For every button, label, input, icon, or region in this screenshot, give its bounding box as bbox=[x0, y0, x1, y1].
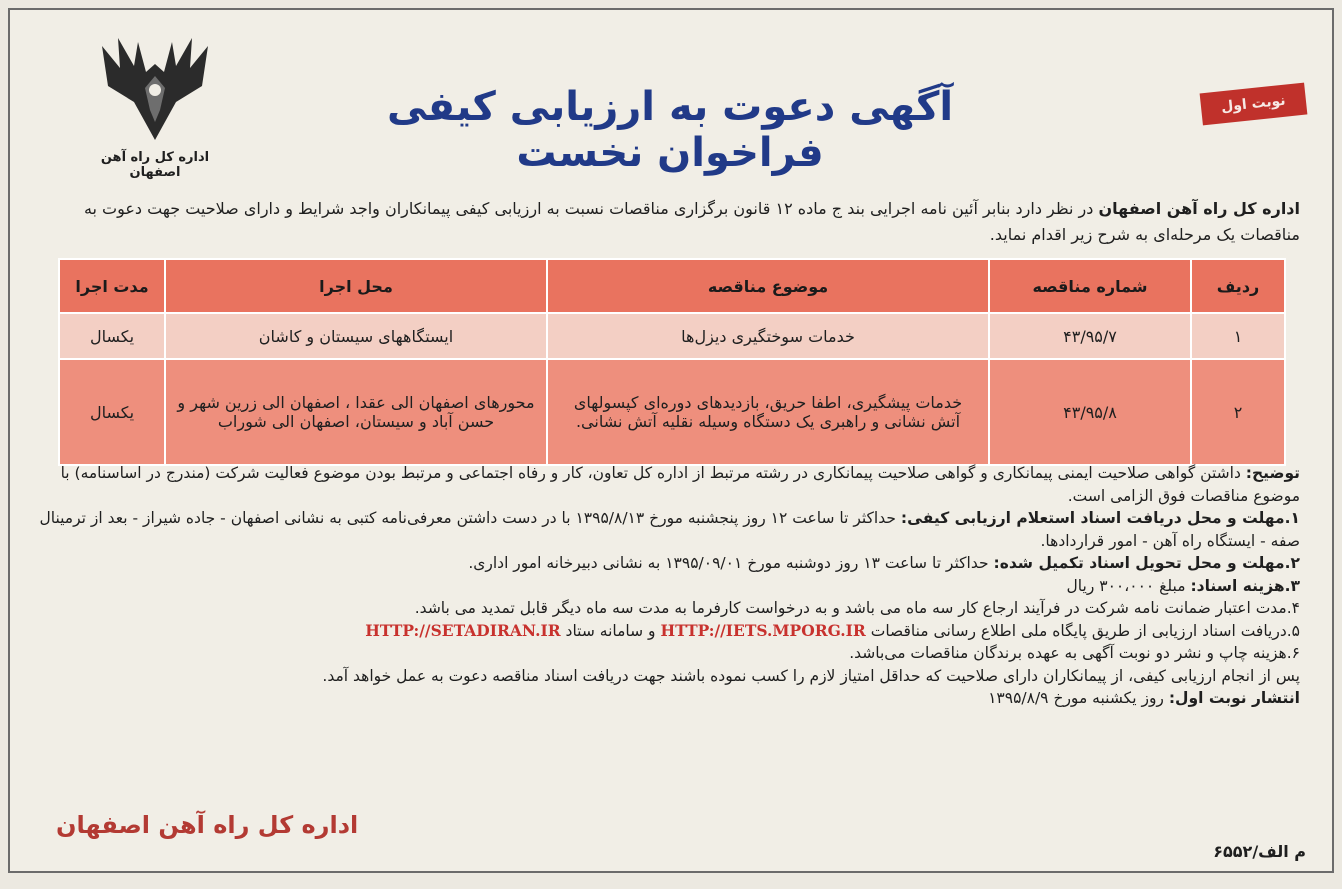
cell-duration: یکسال bbox=[59, 313, 165, 359]
cell-location: محورهای اصفهان الی عقدا ، اصفهان الی زرین شهر و حسن آباد و سیستان، اصفهان الی شوراب bbox=[165, 359, 547, 465]
col-row-header: ردیف bbox=[1191, 259, 1285, 313]
cell-number: ۴۳/۹۵/۸ bbox=[989, 359, 1191, 465]
table-row bbox=[59, 359, 1285, 465]
intro-org: اداره کل راه آهن اصفهان bbox=[1098, 199, 1300, 218]
cell-subject: خدمات سوختگیری دیزل‌ها bbox=[547, 313, 989, 359]
col-subject-header: موضوع مناقصه bbox=[547, 259, 989, 313]
cell-subject: خدمات پیشگیری، اطفا حریق، بازدیدهای دوره‌ای کپسولهای آتش نشانی و راهبری یک دستگاه وسیله نقلیه آتش نشانی. bbox=[547, 359, 989, 465]
note-label: انتشار نوبت اول: bbox=[1168, 689, 1300, 707]
note-label: توضیح: bbox=[1245, 464, 1300, 482]
note-label: ۱.مهلت و محل دریافت اسناد استعلام ارزیابی کیفی: bbox=[900, 509, 1300, 527]
col-location-header: محل اجرا bbox=[165, 259, 547, 313]
cell-number: ۴۳/۹۵/۷ bbox=[989, 313, 1191, 359]
first-publication-badge: نوبت اول bbox=[1200, 83, 1307, 126]
note-text: روز یکشنبه مورخ ۱۳۹۵/۸/۹ bbox=[988, 689, 1169, 707]
table-row bbox=[59, 313, 1285, 359]
intro-paragraph bbox=[30, 196, 1300, 248]
setadiran-link[interactable]: HTTP://SETADIRAN.IR bbox=[365, 620, 561, 640]
note-text: حداکثر تا ساعت ۱۲ روز پنجشنبه مورخ ۱۳۹۵/۸/۱۳ با در دست داشتن معرفی‌نامه کتبی به نشانی اصفهان - جاده شیراز - بعد از ترمینال صفه - ایستگاه راه آهن - امور قراردادها. bbox=[39, 509, 1300, 550]
logo-caption: اداره کل راه آهن اصفهان bbox=[100, 150, 210, 180]
cell-duration: یکسال bbox=[59, 359, 165, 465]
intro-text: در نظر دارد بنابر آئین نامه اجرایی بند ج ماده ۱۲ قانون برگزاری مناقصات نسبت به ارزیابی کیفی پیمانکاران واجد شرایط و دارای صلاحیت جهت دعوت به مناقصات یک مرحله‌ای به شرح زیر اقدام نماید. bbox=[83, 199, 1300, 244]
publication-date bbox=[20, 687, 1300, 710]
note-text: داشتن گواهی صلاحیت ایمنی پیمانکاری و گواهی صلاحیت پیمانکاری در رشته مرتبط از اداره کل تعاون، کار و رفاه اجتماعی و مرتبط بودن موضوع فعالیت شرکت (مندرج در اساسنامه) با موضوع مناقصات فوق الزامی است. bbox=[60, 464, 1300, 505]
note-text: و سامانه ستاد bbox=[560, 621, 661, 640]
iets-link[interactable]: HTTP://IETS.MPORG.IR bbox=[660, 620, 866, 640]
note-text: ۵.دریافت اسناد ارزیابی از طریق پایگاه ملی اطلاع رسانی مناقصات bbox=[865, 621, 1300, 640]
note-text: مبلغ ۳۰۰،۰۰۰ ریال bbox=[1066, 576, 1191, 595]
col-number-header: شماره مناقصه bbox=[989, 259, 1191, 313]
table-header-row bbox=[59, 259, 1285, 313]
note-3 bbox=[20, 575, 1300, 598]
notes-section bbox=[20, 462, 1300, 710]
note-text: حداکثر تا ساعت ۱۳ روز دوشنبه مورخ ۱۳۹۵/۰۹/۰۱ به نشانی دبیرخانه امور اداری. bbox=[468, 554, 994, 572]
footer-org: اداره کل راه آهن اصفهان bbox=[56, 811, 359, 839]
note-2 bbox=[20, 552, 1300, 575]
cell-row: ۲ bbox=[1191, 359, 1285, 465]
col-duration-header: مدت اجرا bbox=[59, 259, 165, 313]
note-label: ۳.هزینه اسناد: bbox=[1190, 576, 1300, 595]
note-1 bbox=[20, 507, 1300, 552]
note-5 bbox=[20, 620, 1300, 643]
cell-location: ایستگاههای سیستان و کاشان bbox=[165, 313, 547, 359]
page-title: آگهی دعوت به ارزیابی کیفی فراخوان نخست bbox=[386, 84, 954, 176]
tender-notice bbox=[8, 8, 1334, 873]
closing-statement: پس از انجام ارزیابی کیفی، از پیمانکاران دارای صلاحیت که حداقل امتیاز لازم را کسب نموده باشند جهت دریافت اسناد مناقصه دعوت به عمل خواهد آمد. bbox=[322, 666, 1300, 685]
tender-table bbox=[58, 258, 1286, 466]
note-6: ۶.هزینه چاپ و نشر دو نوبت آگهی به عهده برندگان مناقصات می‌باشد. bbox=[849, 644, 1300, 662]
note-label: ۲.مهلت و محل تحویل اسناد تکمیل شده: bbox=[993, 554, 1300, 572]
winged-emblem-icon bbox=[100, 28, 210, 148]
note-4: ۴.مدت اعتبار ضمانت نامه شرکت در فرآیند ارجاع کار سه ماه می باشد و به درخواست کارفرما به مدت سه ماه دیگر قابل تمدید می باشد. bbox=[414, 599, 1300, 617]
note-description bbox=[20, 462, 1300, 507]
notice-code: م الف/۶۵۵۲ bbox=[1213, 842, 1306, 861]
cell-row: ۱ bbox=[1191, 313, 1285, 359]
logo bbox=[80, 28, 230, 180]
